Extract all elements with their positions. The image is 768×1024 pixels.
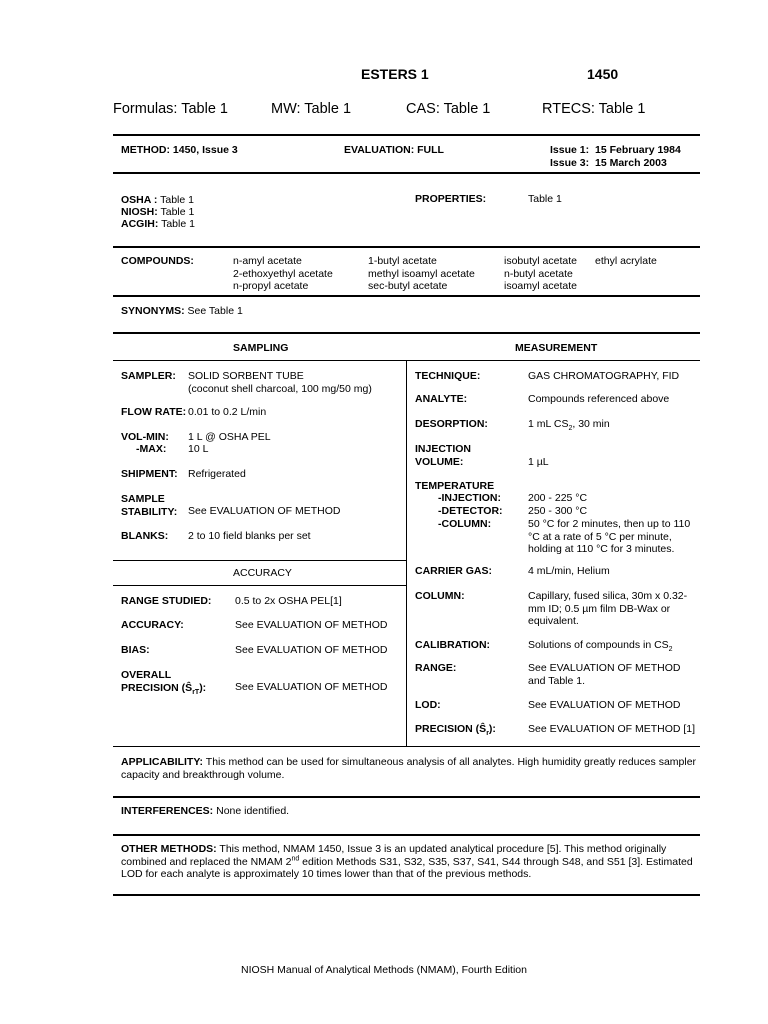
range-line2: and Table 1. (528, 674, 586, 687)
lod-value: See EVALUATION OF METHOD (528, 699, 681, 711)
compound: sec-butyl acetate (368, 280, 448, 292)
method-id: METHOD: 1450, Issue 3 (121, 144, 238, 156)
compound: ethyl acrylate (595, 255, 657, 267)
desorption-label: DESORPTION: (415, 418, 488, 430)
injection-label-line2: VOLUME: (415, 455, 464, 468)
temp-injection-value: 200 - 225 °C (528, 492, 588, 504)
osha-limit: OSHA : Table 1 (121, 194, 194, 206)
evaluation: EVALUATION: FULL (344, 144, 444, 156)
analyte-value: Compounds referenced above (528, 393, 670, 405)
desorption-value: 1 mL $CS_2$, 30 min (528, 418, 610, 433)
divider (113, 246, 700, 248)
overall-precision-label (121, 669, 206, 694)
bias-label: BIAS: (121, 644, 150, 656)
divider (113, 134, 700, 136)
sampler-label: SAMPLER: (121, 370, 176, 382)
issue1-date: 15 February 1984 (595, 144, 681, 156)
vol-min-value: 1 L @ OSHA PEL (188, 431, 271, 443)
injection-volume-value: 1 µL (528, 456, 549, 468)
stability-label-line2: STABILITY: (121, 505, 178, 518)
compound-list-col1 (233, 255, 333, 293)
cas-number: CAS: Table 1 (406, 101, 491, 117)
column-line1: Capillary, fused silica, 30m x 0.32- (528, 590, 688, 602)
overall-precision-line2: PRECISION $(Ŝ_{rT})$: (121, 681, 207, 696)
column-line2: mm ID; 0.5 µm film DB-Wax or (528, 602, 671, 615)
bias-value: See EVALUATION OF METHOD (235, 644, 388, 656)
blanks-label: BLANKS: (121, 530, 169, 542)
properties-value: Table 1 (528, 193, 562, 205)
applicability: APPLICABILITY: This method can be used for simultaneous analysis of all analytes. High humidity greatly reduces sampler capacity and breakthrough volume. (121, 756, 697, 781)
compound: isobutyl acetate (504, 255, 577, 267)
stability-value: See EVALUATION OF METHOD (188, 505, 341, 517)
divider (113, 894, 700, 896)
compound: n-amyl acetate (233, 255, 302, 267)
calibration-label: CALIBRATION: (415, 639, 491, 651)
divider (113, 746, 700, 747)
accuracy-label: ACCURACY: (121, 619, 184, 631)
formulas: Formulas: Table 1 (113, 101, 228, 117)
temp-column-line2: °C at a rate of 5 °C per minute, (528, 530, 672, 543)
flow-rate-label: FLOW RATE: (121, 406, 187, 418)
technique-label: TECHNIQUE: (415, 370, 481, 382)
range-value (528, 662, 680, 687)
shipment-value: Refrigerated (188, 468, 246, 480)
compound: methyl isoamyl acetate (368, 267, 475, 280)
interferences: INTERFERENCES: None identified. (121, 805, 290, 817)
applicability-line2: capacity and breakthrough volume. (121, 768, 285, 781)
analyte-label: ANALYTE: (415, 393, 468, 405)
shipment-label: SHIPMENT: (121, 468, 178, 480)
range-line1: See EVALUATION OF METHOD (528, 662, 681, 674)
temp-column-line1: 50 °C for 2 minutes, then up to 110 (528, 518, 691, 530)
page-footer: NIOSH Manual of Analytical Methods (NMAM), Fourth Edition (241, 964, 527, 976)
column-label: COLUMN: (415, 590, 465, 602)
temperature-label: TEMPERATURE (415, 480, 495, 492)
column-divider (406, 360, 407, 746)
sampling-heading: SAMPLING (233, 342, 289, 354)
divider (113, 332, 700, 334)
sampler-value (188, 370, 372, 395)
temp-column-label: -COLUMN: (438, 518, 492, 530)
issue3-date: 15 March 2003 (595, 157, 667, 169)
compound: 1-butyl acetate (368, 255, 437, 267)
molecular-weight: MW: Table 1 (271, 101, 352, 117)
vol-max-label: -MAX: (136, 443, 167, 455)
compound: n-propyl acetate (233, 280, 309, 292)
carrier-gas-value: 4 mL/min, Helium (528, 565, 610, 577)
stability-label-line1: SAMPLE (121, 493, 165, 505)
temp-detector-value: 250 - 300 °C (528, 505, 588, 517)
divider (113, 834, 700, 836)
compound: 2-ethoxyethyl acetate (233, 267, 333, 280)
blanks-value: 2 to 10 field blanks per set (188, 530, 311, 542)
technique-value: GAS CHROMATOGRAPHY, FID (528, 370, 680, 382)
stability-label (121, 493, 177, 518)
compound-list-col4 (595, 255, 657, 268)
divider (113, 172, 700, 174)
synonyms: SYNONYMS: See Table 1 (121, 305, 243, 317)
temp-injection-label: -INJECTION: (438, 492, 501, 504)
injection-label-line1: INJECTION (415, 443, 472, 455)
compound: n-butyl acetate (504, 267, 573, 280)
rtecs-number: RTECS: Table 1 (542, 101, 646, 117)
range-studied-value: 0.5 to 2x OSHA PEL[1] (235, 595, 342, 607)
method-number: 1450 (587, 66, 619, 82)
column-value (528, 590, 687, 628)
properties-label: PROPERTIES: (415, 193, 487, 205)
precision-value: See EVALUATION OF METHOD [1] (528, 723, 696, 735)
calibration-value: Solutions of compounds in $CS_2$ (528, 639, 673, 654)
sampler-detail: (coconut shell charcoal, 100 mg/50 mg) (188, 382, 372, 395)
measurement-heading: MEASUREMENT (515, 342, 598, 354)
compound-list-col3 (504, 255, 577, 293)
other-methods: OTHER METHODS: This method, NMAM 1450, Issue 3 is an updated analytical procedure [5]. This method originally combined and replaced the NMAM 2nd edition Methods S31, S32, S35, S37, S41, S44 through S48, and S51 [3]. Estimated LOD for each analyte is approximately 10 times lower than that of the previous methods. (121, 843, 693, 880)
temp-column-value (528, 518, 690, 556)
divider (113, 585, 406, 586)
sampler-type: SOLID SORBENT TUBE (188, 370, 304, 382)
other-methods-line3: LOD for each analyte is approximately 10 times lower than that of the previous methods. (121, 868, 532, 880)
compounds-label: COMPOUNDS: (121, 255, 194, 267)
divider (113, 796, 700, 798)
accuracy-heading: ACCURACY (233, 567, 292, 579)
acgih-limit: ACGIH: Table 1 (121, 218, 195, 230)
divider (113, 295, 700, 297)
issue3-label: Issue 3: (550, 157, 590, 169)
temp-column-line3: holding at 110 °C for 3 minutes. (528, 543, 675, 555)
lod-label: LOD: (415, 699, 441, 711)
carrier-gas-label: CARRIER GAS: (415, 565, 493, 577)
divider (113, 560, 406, 561)
method-title: ESTERS 1 (361, 66, 429, 82)
overall-precision-value: See EVALUATION OF METHOD (235, 681, 388, 693)
injection-volume-label (415, 443, 471, 468)
compound-list-col2 (368, 255, 475, 293)
precision-label: PRECISION $(Ŝ_r)$: (415, 723, 496, 738)
compound: isoamyl acetate (504, 280, 577, 292)
vol-max-value: 10 L (188, 443, 209, 455)
temp-detector-label: -DETECTOR: (438, 505, 503, 517)
vol-min-label: VOL-MIN: (121, 431, 169, 443)
niosh-limit: NIOSH: Table 1 (121, 206, 195, 218)
range-label: RANGE: (415, 662, 457, 674)
issue1-label: Issue 1: (550, 144, 590, 156)
overall-precision-line1: OVERALL (121, 669, 172, 681)
column-line3: equivalent. (528, 615, 579, 627)
accuracy-value: See EVALUATION OF METHOD (235, 619, 388, 631)
flow-rate-value: 0.01 to 0.2 L/min (188, 406, 267, 418)
range-studied-label: RANGE STUDIED: (121, 595, 212, 607)
